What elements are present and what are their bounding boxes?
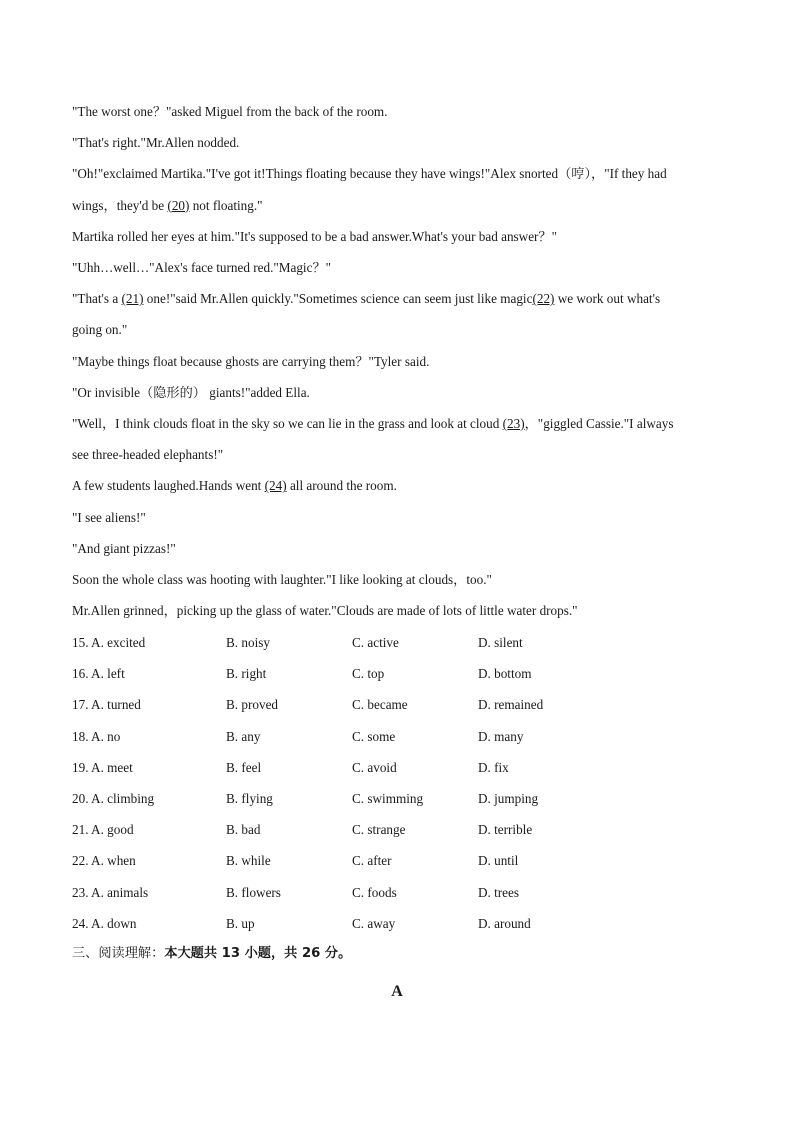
option-b: B. feel [226,759,262,775]
passage-line [72,385,722,401]
passage-line [72,291,722,307]
option-b: B. flying [226,791,273,806]
section-count-questions: 13 [217,946,245,961]
question-row [72,760,722,776]
passage-line [72,104,722,120]
question-row [72,666,722,682]
option-a: 15. A. excited [72,635,146,650]
section-text-1: 本大题共 [164,946,218,961]
option-a: 21. A. good [72,822,134,838]
blank-number: (22) [532,291,555,307]
option-c: C. some [352,728,396,744]
passage-text: we work out what's [554,291,661,307]
passage-line [72,510,722,526]
passage-text: "Well，I think clouds float in the sky so we can lie in the grass and look at cloud [72,416,503,431]
blank-number: (21) [121,291,144,307]
passage-line [72,447,722,463]
option-c: C. strange [352,822,406,838]
option-c: C. swimming [352,791,424,806]
passage-text: "That's right."Mr.Allen nodded. [72,135,240,151]
option-d: D. trees [478,884,520,900]
option-d: D. bottom [478,666,532,682]
option-a: 16. A. left [72,666,125,682]
question-row [72,697,722,713]
passage-text: "I see aliens!" [72,509,146,525]
question-row [72,729,722,745]
passage-text: see three-headed elephants!" [72,447,224,463]
passage-line [72,478,722,494]
passage-line [72,135,722,151]
blank-number: (24) [264,478,287,494]
passage-text: "Maybe things float because ghosts are carrying them？"Tyler said. [72,353,430,369]
option-c: C. became [352,697,408,713]
passage-text: A few students laughed.Hands went [72,478,265,494]
option-a: 23. A. animals [72,884,149,900]
passage-text: "The worst one？"asked Miguel from the back of the room. [72,104,388,119]
passage-text: ，"giggled Cassie."I always [524,416,674,431]
passage-text: one!"said Mr.Allen quickly."Sometimes science can seem just like magic [143,291,533,307]
option-b: B. noisy [226,635,270,650]
option-a: 19. A. meet [72,759,133,775]
passage-text: Mr.Allen grinned，picking up the glass of water."Clouds are made of lots of little water drops." [72,603,578,619]
passage-text: "Uhh…well…"Alex's face turned red."Magic？" [72,260,332,275]
passage-text: not floating." [189,197,263,213]
passage-line [72,322,722,338]
blank-number: (23) [502,416,525,431]
passage-line [72,354,722,370]
passage-text: going on." [72,322,128,338]
passage-line [72,416,722,432]
passage-text: "And giant pizzas!" [72,540,176,556]
option-b: B. flowers [226,884,281,900]
question-row [72,822,722,838]
passage-text: Soon the whole class was hooting with laughter."I like looking at clouds，too." [72,572,492,587]
option-c: C. away [352,915,396,931]
section-count-points: 26 [297,946,325,961]
section-prefix: 三、阅读理解： [72,946,165,961]
passage-line [72,229,722,245]
option-d: D. around [478,915,531,931]
option-b: B. bad [226,822,261,838]
option-b: B. up [226,915,255,931]
option-c: C. foods [352,884,397,900]
question-row [72,916,722,932]
passage-line [72,166,722,182]
option-d: D. terrible [478,822,533,838]
passage-text: "That's a [72,291,122,307]
question-row [72,885,722,901]
passage-text: wings，they'd be [72,197,168,213]
passage-line [72,541,722,557]
passage-line [72,603,722,619]
option-c: C. top [352,666,385,682]
option-a: 18. A. no [72,728,121,744]
option-d: D. jumping [478,791,539,806]
option-b: B. while [226,853,271,869]
passage-text: "Oh!"exclaimed Martika."I've got it!Things floating because they have wings!"Alex snorted（哼），"If they had [72,166,667,182]
passage-line [72,572,722,588]
passage-text: Martika rolled her eyes at him."It's supposed to be a bad answer.What's your bad answer？" [72,228,558,244]
option-b: B. any [226,728,261,744]
passage-text: "Or invisible（隐形的） giants!"added Ella. [72,384,310,400]
blank-number: (20) [167,197,190,213]
option-d: D. many [478,728,524,744]
passage-text: all around the room. [286,478,397,494]
question-row [72,791,722,807]
question-row [72,853,722,869]
part-heading: A [391,983,403,1000]
option-d: D. fix [478,759,509,775]
option-b: B. right [226,666,267,682]
option-d: D. remained [478,697,544,713]
option-c: C. after [352,853,392,869]
option-c: C. avoid [352,759,397,775]
option-c: C. active [352,635,399,650]
section-text-2: 小题，共 [244,946,298,961]
option-d: D. until [478,853,519,869]
passage-line [72,198,722,214]
section-text-3: 分。 [324,946,352,961]
option-a: 22. A. when [72,853,136,869]
question-row [72,635,722,651]
option-a: 24. A. down [72,915,137,931]
option-d: D. silent [478,635,523,650]
option-a: 20. A. climbing [72,791,155,806]
option-b: B. proved [226,697,279,713]
passage-line [72,260,722,276]
section-heading [72,946,351,962]
option-a: 17. A. turned [72,697,141,713]
